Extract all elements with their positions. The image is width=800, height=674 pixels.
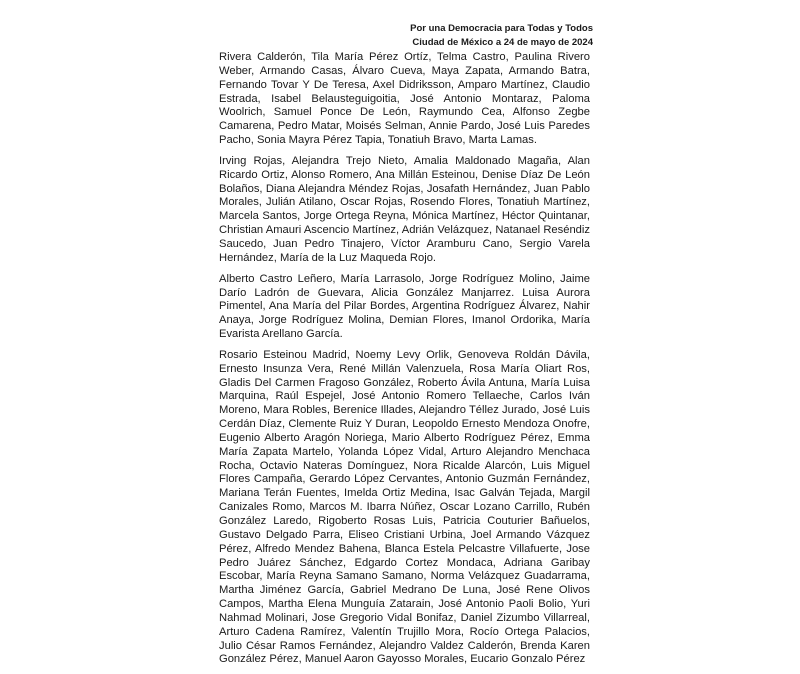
signatories-paragraph-4: Rosario Esteinou Madrid, Noemy Levy Orlik, Genoveva Roldán Dávila, Ernesto Insunza Vera, René Millán Valenzuela, Rosa María Oliart Ros, Gladis Del Carmen Fragoso González, Roberto Ávila Antuna, María Luisa Marquina, Raúl Espejel, José Antonio Romero Tellaeche, Carlos Iván Moreno, Mara Robles, Berenice Illades, Alejandro Téllez Jurado, José Luis Cerdán Díaz, Clemente Ruiz Y Duran, Leopoldo Ernesto Mendoza Onofre, Eugenio Alberto Aragón Noriega, Mario Alberto Rodríguez Pérez, Emma María Zapata Martelo, Yolanda López Vidal, Arturo Alejandro Menchaca Rocha, Octavio Nateras Domínguez, Nora Ricalde Alarcón, Luis Miguel Flores Campaña, Gerardo López Cervantes, Antonio Guzmán Fernández, Mariana Terán Fuentes, Imelda Ortiz Medina, Isac Galván Tejada, Margil Canizales Romo, Marcos M. Ibarra Núñez, Oscar Lozano Carrillo, Rubén González Laredo, Rigoberto Rosas Luis, Patricia Couturier Bañuelos, Gustavo Delgado Parra, Eliseo Cristiani Urbina, Joel Armando Vázquez Pérez, Alfredo Mendez Bahena, Blanca Estela Pelcastre Villafuerte, Jose Pedro Juárez Sánchez, Edgardo Cortez Mondaca, Adriana Garibay Escobar, María Reyna Samano Samano, Norma Velázquez Guadarrama, Martha Jiménez García, Gabriel Medrano De Luna, José Rene Olivos Campos, Martha Elena Munguía Zatarain, José Antonio Paoli Bolio, Yuri Nahmad Molinari, Jose Gregorio Vidal Bonifaz, Daniel Zizumbo Villarreal, Arturo Cadena Ramírez, Valentín Trujillo Mora, Rocío Ortega Palacios, Julio César Ramos Fernández, Alejandro Valdez Calderón, Brenda Karen González Pérez, Manuel Aaron Gayosso Morales, Eucario Gonzalo Pérez — [219, 348, 590, 666]
document-header — [410, 22, 593, 49]
signatories-paragraph-3: Alberto Castro Leñero, María Larrasolo, Jorge Rodríguez Molino, Jaime Darío Ladrón de Guevara, Alicia González Manjarrez. Luisa Aurora Pimentel, Ana María del Pilar Bordes, Argentina Rodríguez Álvarez, Nahir Anaya, Jorge Rodríguez Molina, Demian Flores, Imanol Ordorika, María Evarista Arellano García. — [219, 272, 590, 341]
signatories-list — [219, 51, 590, 674]
signatories-paragraph-1: Rivera Calderón, Tila María Pérez Ortíz, Telma Castro, Paulina Rivero Weber, Armando Casas, Álvaro Cueva, Maya Zapata, Armando Batra, Fernando Tovar Y De Teresa, Axel Didriksson, Amparo Martínez, Claudio Estrada, Isabel Belausteguigoitia, José Antonio Montaraz, Paloma Woolrich, Samuel Ponce De León, Raymundo Cea, Alfonso Zegbe Camarena, Pedro Matar, Moisés Selman, Annie Pardo, José Luis Paredes Pacho, Sonia Mayra Pérez Tapia, Tonatiuh Bravo, Marta Lamas. — [219, 51, 590, 147]
header-title: Por una Democracia para Todas y Todos — [410, 23, 593, 34]
header-date: Ciudad de México a 24 de mayo de 2024 — [412, 36, 593, 48]
signatories-paragraph-2: Irving Rojas, Alejandra Trejo Nieto, Amalia Maldonado Magaña, Alan Ricardo Ortiz, Alonso Romero, Ana Millán Esteinou, Denise Díaz De León Bolaños, Diana Alejandra Méndez Rojas, Josafath Hernández, Juan Pablo Morales, Julián Atilano, Oscar Rojas, Rosendo Flores, Tonatiuh Martínez, Marcela Santos, Jorge Ortega Reyna, Mónica Martínez, Héctor Quintanar, Christian Amauri Ascencio Martínez, Adrián Velázquez, Natanael Reséndiz Saucedo, Juan Pedro Tinajero, Víctor Aramburu Cano, Sergio Varela Hernández, María de la Luz Maqueda Rojo. — [219, 154, 590, 264]
